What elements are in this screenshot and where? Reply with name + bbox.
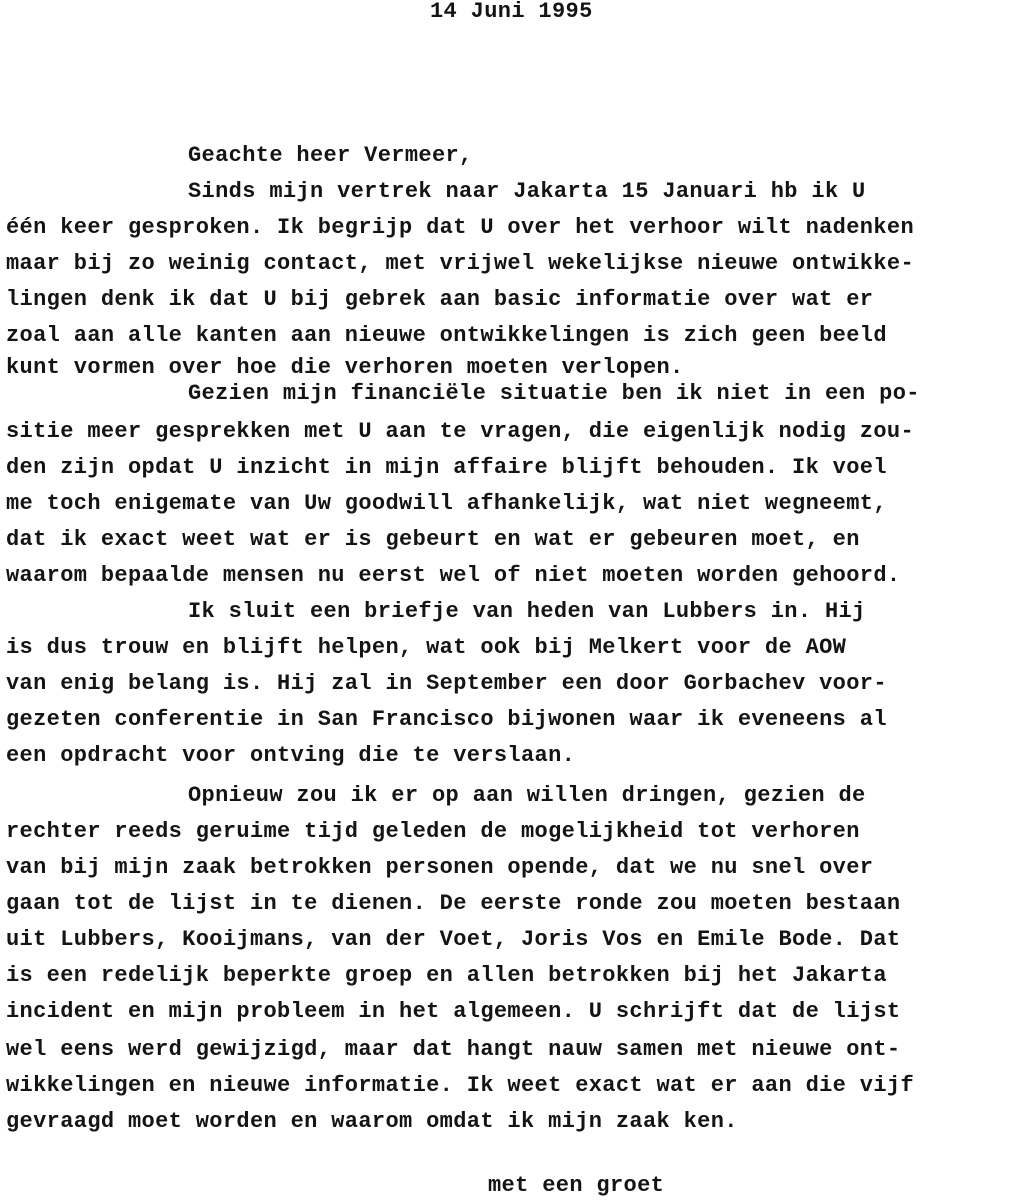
paragraph-4-line-10: gevraagd moet worden en waarom omdat ik mijn zaak ken. <box>6 1109 738 1134</box>
paragraph-4-line-3: van bij mijn zaak betrokken personen opende, dat we nu snel over <box>6 855 874 880</box>
paragraph-4-line-5: uit Lubbers, Kooijmans, van der Voet, Joris Vos en Emile Bode. Dat <box>6 927 901 952</box>
paragraph-3-line-4: gezeten conferentie in San Francisco bijwonen waar ik eveneens al <box>6 707 887 732</box>
paragraph-4-line-4: gaan tot de lijst in te dienen. De eerste ronde zou moeten bestaan <box>6 891 901 916</box>
paragraph-1-line-3: maar bij zo weinig contact, met vrijwel wekelijkse nieuwe ontwikke- <box>6 251 914 276</box>
paragraph-2-line-6: waarom bepaalde mensen nu eerst wel of niet moeten worden gehoord. <box>6 563 901 588</box>
paragraph-1-line-5: zoal aan alle kanten aan nieuwe ontwikkelingen is zich geen beeld <box>6 323 887 348</box>
paragraph-3-line-5: een opdracht voor ontving die te verslaan. <box>6 743 576 768</box>
paragraph-1-line-2: één keer gesproken. Ik begrijp dat U over het verhoor wilt nadenken <box>6 215 914 240</box>
paragraph-2-line-4: me toch enigemate van Uw goodwill afhankelijk, wat niet wegneemt, <box>6 491 887 516</box>
paragraph-1-line-4: lingen denk ik dat U bij gebrek aan basic informatie over wat er <box>6 287 874 312</box>
paragraph-2-line-5: dat ik exact weet wat er is gebeurt en wat er gebeuren moet, en <box>6 527 860 552</box>
paragraph-4-line-9: wikkelingen en nieuwe informatie. Ik weet exact wat er aan die vijf <box>6 1073 914 1098</box>
paragraph-4-line-2: rechter reeds geruime tijd geleden de mogelijkheid tot verhoren <box>6 819 860 844</box>
paragraph-1-line-6: kunt vormen over hoe die verhoren moeten verlopen. <box>6 355 684 380</box>
salutation: Geachte heer Vermeer, <box>188 143 473 168</box>
paragraph-3-line-3: van enig belang is. Hij zal in September een door Gorbachev voor- <box>6 671 887 696</box>
paragraph-4-line-8: wel eens werd gewijzigd, maar dat hangt nauw samen met nieuwe ont- <box>6 1037 901 1062</box>
paragraph-3-line-1: Ik sluit een briefje van heden van Lubbers in. Hij <box>188 599 866 624</box>
paragraph-4-line-7: incident en mijn probleem in het algemeen. U schrijft dat de lijst <box>6 999 901 1024</box>
paragraph-1-line-1: Sinds mijn vertrek naar Jakarta 15 Januari hb ik U <box>188 179 866 204</box>
paragraph-2-line-1: Gezien mijn financiële situatie ben ik niet in een po- <box>188 381 920 406</box>
paragraph-3-line-2: is dus trouw en blijft helpen, wat ook bij Melkert voor de AOW <box>6 635 847 660</box>
closing-greeting: met een groet <box>488 1173 665 1198</box>
paragraph-4-line-1: Opnieuw zou ik er op aan willen dringen, gezien de <box>188 783 866 808</box>
paragraph-4-line-6: is een redelijk beperkte groep en allen betrokken bij het Jakarta <box>6 963 887 988</box>
paragraph-2-line-2: sitie meer gesprekken met U aan te vragen, die eigenlijk nodig zou- <box>6 419 914 444</box>
letter-date: 14 Juni 1995 <box>430 0 593 24</box>
paragraph-2-line-3: den zijn opdat U inzicht in mijn affaire blijft behouden. Ik voel <box>6 455 887 480</box>
